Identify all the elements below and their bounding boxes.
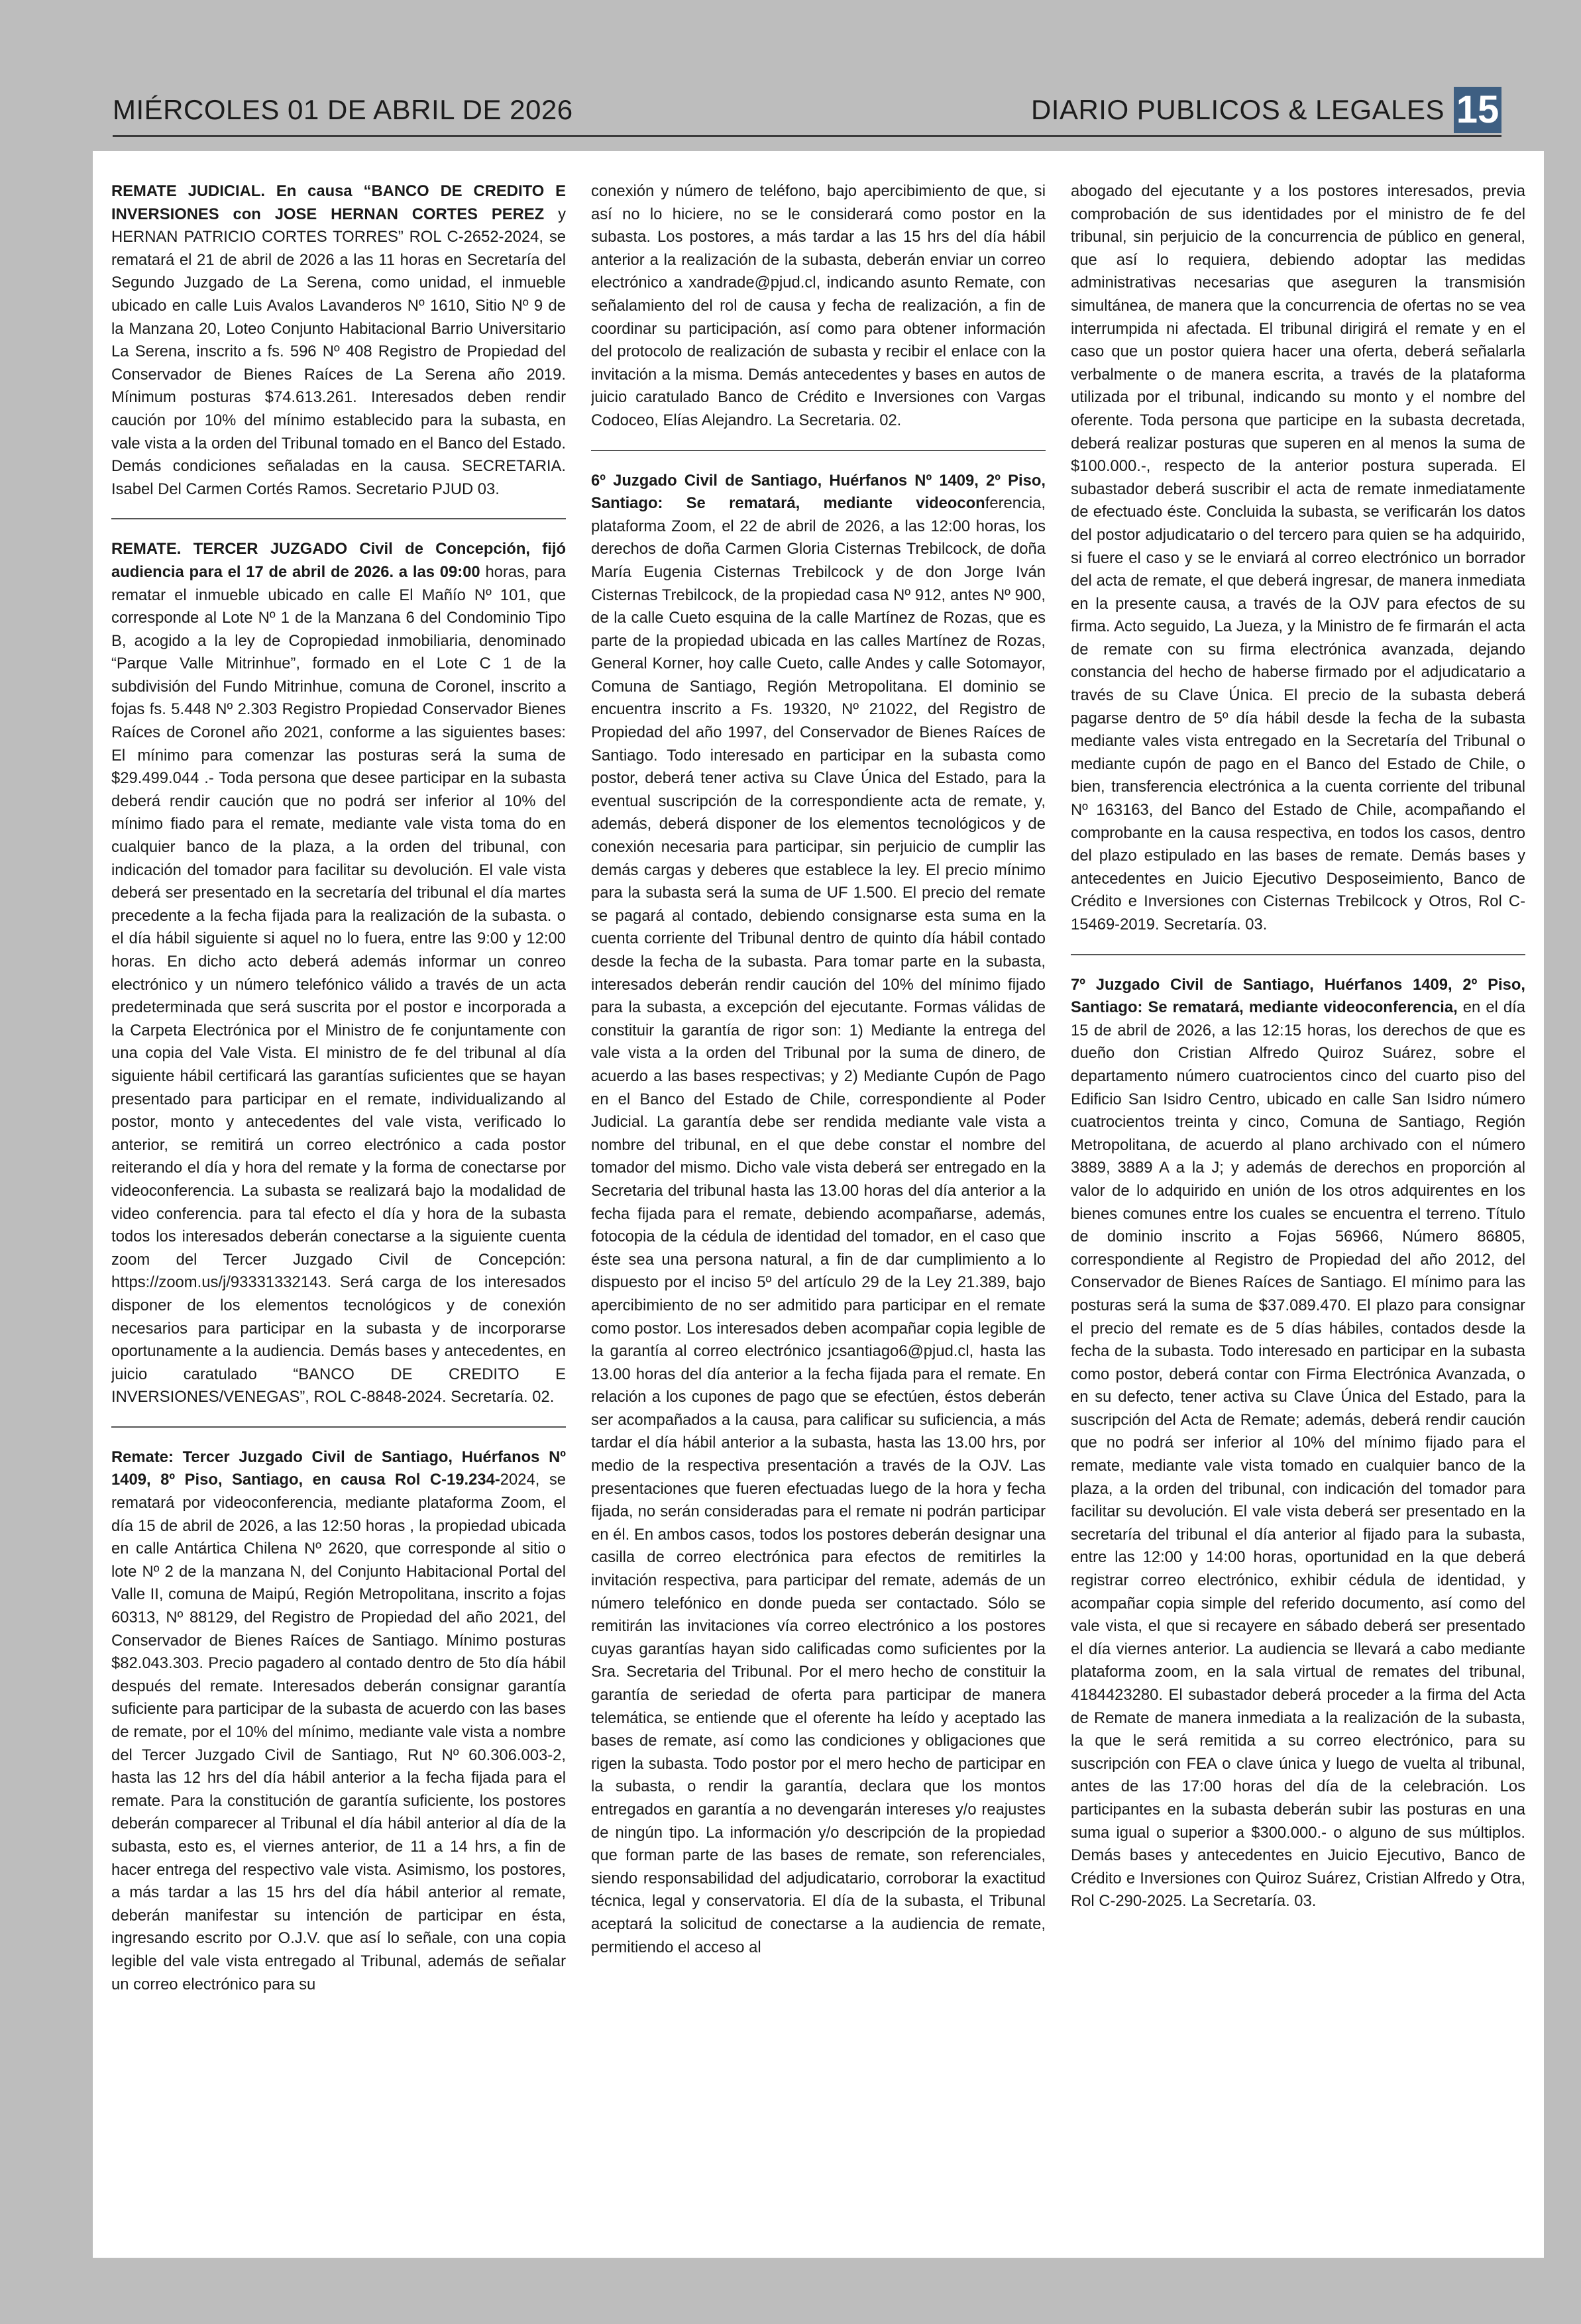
notice-septimo-juzgado-santiago [1071,974,1525,1913]
notice-sexto-juzgado-santiago [591,470,1046,1960]
header-divider [113,135,1501,137]
notice-divider [111,1426,566,1428]
legal-notices-area [93,151,1544,2258]
notice-tercer-juzgado-santiago [111,1446,566,1996]
newspaper-name: DIARIO PUBLICOS & LEGALES [1030,94,1445,125]
notice-body: y HERNAN PATRICIO CORTES TORRES” ROL C-2652-2024, se rematará el 21 de abril de 2026 a las 11 horas en Secretaría del Segundo Juzgado de La Serena, como unidad, el inmueble ubicado en calle Luis Avalos Lavanderos Nº 1610, Sitio Nº 9 de la Manzana 20, Loteo Conjunto Habitacional Barrio Universitario La Serena, inscrito a fs. 596 Nº 408 Registro de Propiedad del Conservador de Bienes Raíces de La Serena año 2019. Mínimum posturas $74.613.261. Interesados deben rendir caución por 10% del mínimo establecido para la subasta, en vale vista a la orden del Tribunal tomado en el Banco del Estado. Demás condiciones señaladas en la causa. SECRETARIA. Isabel Del Carmen Cortés Ramos. Secretario PJUD 03. [111,205,566,498]
notice-body: conexión y número de teléfono, bajo apercibimiento de que, si así no lo hiciere, no se le considerará como postor en la subasta. Los postores, a más tardar a las 15 hrs del día hábil anterior a la realización de la subasta, deberán enviar un correo electrónico a xandrade@pjud.cl, indicando asunto Remate, con señalamiento del rol de causa y fecha de realización, a fin de coordinar su participación, así como para obtener información del protocolo de realización de subasta y recibir el enlace con la invitación a la misma. Demás antecedentes y bases en autos de juicio caratulado Banco de Crédito e Inversiones con Vargas Codoceo, Elías Alejandro. La Secretaria. 02. [591,182,1046,429]
notice-remate-judicial-la-serena [111,180,566,501]
notice-body: en el día 15 de abril de 2026, a las 12:15 horas, los derechos de que es dueño don Cristian Alfredo Quiroz Suárez, sobre el departamento número cuatrocientos cinco del cuarto piso del Edificio San Isidro Centro, ubicado en calle San Isidro número cuatrocientos treinta y cinco, Comuna de Santiago, Región Metropolitana, de acuerdo al plano archivado con el número 3889, 3889 A a la J; y además de derechos en proporción al valor de lo adquirido en unión de los otros adquirentes en los bienes comunes entre los cuales se encuentra el terreno. Título de dominio inscrito a Fojas 56966, Número 86805, correspondiente al Registro de Propiedad del año 2012, del Conservador de Bienes Raíces de Santiago. El mínimo para las posturas será la suma de $37.089.470. El plazo para consignar el precio del remate es de 5 días hábiles, contados desde la fecha de la subasta. Todo interesado en participar en la subasta como postor, deberá contar con Firma Electrónica Avanzada, o en su defecto, tener activa su Clave Única del Estado, para la suscripción del Acta de Remate; además, deberá rendir caución que no podrá ser inferior al 10% del mínimo fijado para el remate, mediante vale vista tomado en cualquier banco de la plaza, a la orden del tribunal, con indicación del tomador para facilitar su devolución. El vale vista deberá ser presentado en la secretaría del tribunal el día anterior al fijado para la subasta, entre las 12:00 y 14:00 horas, oportunidad en la que deberá registrar correo electrónico, exhibir cédula de identidad, y acompañar copia simple del referido documento, así como del vale vista, el que si recayere en sábado deberá ser presentado el día viernes anterior. La audiencia se llevará a cabo mediante plataforma zoom, en la sala virtual de remates del tribunal, 4184423280. El subastador deberá proceder a la firma del Acta de Remate de manera inmediata a la realización de la subasta, la que le será remitida a su correo electrónico, para su suscripción con FEA o clave única y luego de vuelta al tribunal, antes de las 17:00 horas del día de la celebración. Los participantes en la subasta deberán subir las posturas en una suma igual o superior a $300.000.- o alguno de sus múltiplos. Demás bases y antecedentes en Juicio Ejecutivo, Banco de Crédito e Inversiones con Quiroz Suárez, Cristian Alfredo y Otra, Rol C-290-2025. La Secretaría. 03. [1071,998,1525,1911]
notice-tercer-juzgado-santiago-continued [591,180,1046,433]
notice-divider [1071,954,1525,955]
notice-body: 2024, se rematará por videoconferencia, mediante plataforma Zoom, el día 15 de abril de 2026, a las 12:50 horas , la propiedad ubicada en calle Antártica Chilena Nº 2620, que corresponde al sitio o lote Nº 2 de la manzana N, del Conjunto Habitacional Portal del Valle II, comuna de Maipú, Región Metropolitana, inscrito a fojas 60313, Nº 88129, del Registro de Propiedad del año 2021, del Conservador de Bienes Raíces de Santiago. Mínimo posturas $82.043.303. Precio pagadero al contado dentro de 5to día hábil después del remate. Interesados deberán consignar garantía suficiente para participar de la subasta de acuerdo con las bases de remate, por el 10% del mínimo, mediante vale vista a nombre del Tercer Juzgado Civil de Santiago, Rut Nº 60.306.003-2, hasta las 12 hrs del día hábil anterior a la fecha fijada para el remate. Para la constitución de garantía suficiente, los postores deberán comparecer al Tribunal el día hábil anterior al día de la subasta, esto es, el viernes anterior, de 11 a 14 hrs, a fin de hacer entrega del respectivo vale vista. Asimismo, los postores, a más tardar a las 15 hrs del día hábil anterior al remate, deberán manifestar su intención de participar en ésta, ingresando escrito por O.J.V. que así lo señale, con una copia legible del vale vista entregado al Tribunal, además de señalar un correo electrónico para su [111,1471,566,1993]
notice-divider [591,450,1046,451]
notice-lead: Remate: Tercer Juzgado Civil de Santiago, Huérfanos Nº 1409, 8º Piso, Santiago, en causa Rol C-19.234- [111,1448,566,1489]
column-3 [1071,180,1525,2241]
notice-lead: 7º Juzgado Civil de Santiago, Huérfanos 1409, 2º Piso, Santiago: Se rematará, mediante videoconferencia, [1071,975,1525,1017]
notice-body: ferencia, plataforma Zoom, el 22 de abril de 2026, a las 12:00 horas, los derechos de doña Carmen Gloria Cisternas Trebilcock, de doña María Eugenia Cisternas Trebilcock y de don Jorge Iván Cisternas Trebilcock, de la propiedad casa Nº 912, antes Nº 900, de la calle Cueto esquina de la calle Martínez de Rozas, que es parte de la propiedad ubicada en las calles Martínez de Rozas, General Korner, hoy calle Cueto, calle Andes y calle Sotomayor, Comuna de Santiago, Región Metropolitana. El dominio se encuentra inscrito a Fs. 19320, Nº 21022, del Registro de Propiedad del año 1997, del Conservador de Bienes Raíces de Santiago. Todo interesado en participar en la subasta como postor, deberá tener activa su Clave Única del Estado, para la eventual suscripción de la correspondiente acta de remate, y, además, deberá disponer de los elementos tecnológicos y de conexión necesaria para participar, sin perjuicio de cumplir las demás cargas y deberes que establece la ley. El precio mínimo para la subasta será la suma de UF 1.500. El precio del remate se pagará al contado, debiendo consignarse esta suma en la cuenta corriente del Tribunal dentro de quinto día hábil contado desde la fecha de la subasta. Para tomar parte en la subasta, interesados deberán rendir caución del 10% del mínimo fijado para la subasta, a excepción del ejecutante. Formas válidas de constituir la garantía de rigor son: 1) Mediante la entrega del vale vista a la orden del Tribunal por la suma de dinero, de acuerdo a las bases respectivas; y 2) Mediante Cupón de Pago en el Banco del Estado de Chile, correspondiente al Poder Judicial. La garantía debe ser rendida mediante vale vista a nombre del tribunal, en el que debe constar el nombre del tomador del mismo. Dicho vale vista deberá ser entregado en la Secretaria del tribunal hasta las 13.00 horas del día anterior a la fecha fijada para el remate, debiendo acompañarse, además, fotocopia de la cédula de identidad del tomador, en el caso que éste sea una persona natural, a fin de dar cumplimiento a lo dispuesto por el inciso 5º del artículo 29 de la Ley 21.389, bajo apercibimiento de no ser admitido para participar en el remate como postor. Los interesados deben acompañar copia legible de la garantía al correo electrónico jcsantiago6@pjud.cl, hasta las 13.00 horas del día anterior a la fecha fijada para el remate. En relación a los cupones de pago que se efectúen, éstos deberán ser acompañados a la causa, para calificar su suficiencia, a más tardar el día hábil anterior a la subasta, hasta las 13.00 hrs, por medio de la respectiva presentación a través de la OJV. Las presentaciones que fueren efectuadas luego de la hora y fecha fijada, no serán consideradas para el remate ni podrán participar en él. En ambos casos, todos los postores deberán designar una casilla de correo electrónica para efectos de remitirles la invitación respectiva, para participar del remate, además de un número telefónico en donde pueda ser contactado. Sólo se remitirán las invitaciones vía correo electrónico a los postores cuyas garantías hayan sido calificadas como suficientes por la Sra. Secretaria del Tribunal. Por el mero hecho de constituir la garantía de seriedad de oferta para participar de manera telemática, se entiende que el oferente ha leído y aceptado las bases de remate, así como las condiciones y obligaciones que rigen la subasta. Todo postor por el mero hecho de participar en la subasta, o rendir la garantía, declara que los montos entregados en garantía a no devengarán intereses y/o reajustes de ningún tipo. La información y/o descripción de la propiedad que forman parte de las bases de remate, son referenciales, siendo responsabilidad del adjudicatario, corroborar la exactitud técnica, legal y conservatoria. El día de la subasta, el Tribunal aceptará la solicitud de conectarse a la audiencia de remate, permitiendo el acceso al [591,494,1046,1956]
column-2 [591,180,1046,2241]
issue-date: MIÉRCOLES 01 DE ABRIL DE 2026 [113,94,573,125]
notice-tercer-juzgado-concepcion [111,538,566,1409]
notice-divider [111,518,566,519]
notice-lead: 6º Juzgado Civil de Santiago, Huérfanos Nº 1409, 2º Piso, Santiago: Se rematará, mediante videocon [591,471,1046,513]
page-header [113,86,1501,134]
notice-lead: REMATE. TERCER JUZGADO Civil de Concepción, fijó audiencia para el 17 de abril de 2026. a las 09:00 [111,540,566,581]
notice-lead: REMATE JUDICIAL. En causa “BANCO DE CREDITO E INVERSIONES con JOSE HERNAN CORTES PEREZ [111,182,566,223]
column-1 [111,180,566,2241]
notice-body: abogado del ejecutante y a los postores interesados, previa comprobación de sus identidades por el ministro de fe del tribunal, sin perjuicio de la concurrencia de público en general, que así lo requiera, debiendo adoptar las medidas administrativas necesarias que aseguren la transmisión simultánea, de manera que la concurrencia de ofertas no se vea interrumpida ni afectada. El tribunal dirigirá el remate y en el caso que un postor quiera hacer una oferta, deberá señalarla verbalmente o de manera escrita, a través de la plataforma utilizada por el tribunal, indicando su monto y el nombre del oferente. Toda persona que participe en la subasta decretada, deberá realizar posturas que superen en al menos la suma de $100.000.-, respecto de la anterior postura superada. El subastador deberá suscribir el acta de remate inmediatamente de efectuado éste. Concluida la subasta, se verificarán los datos del postor adjudicatario o del tercero para quien se ha adquirido, si fuere el caso y se le enviará al correo electrónico un borrador del acta de remate, el que deberá ingresar, de manera inmediata en la presente causa, a través de la OJV para efectos de su firma. Acto seguido, La Jueza, y la Ministro de fe firmarán el acta de remate con su firma electrónica avanzada, dejando constancia del hecho de haberse firmado por el adjudicatario a través de su Clave Única. El precio de la subasta deberá pagarse dentro de 5º día hábil desde la fecha de la subasta mediante vales vista entregado en la Secretaría del Tribunal o mediante cupón de pago en el Banco del Estado de Chile, o bien, transferencia electrónica a la cuenta corriente del tribunal Nº 163163, del Banco del Estado de Chile, acompañando el comprobante en la causa respectiva, en todos los casos, dentro del plazo estipulado en las bases de remate. Demás bases y antecedentes en Juicio Ejecutivo Desposeimiento, Banco de Crédito e Inversiones con Cisternas Trebilcock y Otros, Rol C-15469-2019. Secretaría. 03. [1071,182,1525,933]
header-masthead [1031,87,1501,133]
notice-body: horas, para rematar el inmueble ubicado en calle El Mañío Nº 101, que corresponde al Lote Nº 1 de la Manzana 6 del Condominio Tipo B, acogido a la ley de Copropiedad inmobiliaria, denominado “Parque Valle Mitrinhue”, formado en el Lote C 1 de la subdivisión del Fundo Mitrinhue, comuna de Coronel, inscrito a fojas fs. 5.448 Nº 2.303 Registro Propiedad Conservador Bienes Raíces de Coronel año 2021, conforme a las siguientes bases: El mínimo para comenzar las posturas será la suma de $29.499.044 .- Toda persona que desee participar en la subasta deberá rendir caución que no podrá ser inferior al 10% del mínimo fiado para el remate, mediante vale vista toma do en cualquier banco de la plaza, a la orden del tribunal, con indicación del tomador para facilitar su devolución. El vale vista deberá ser presentado en la secretaría del tribunal el día martes precedente a la fecha fijada para la realización de la subasta. o el día hábil siguiente si aquel no lo fuera, entre las 9:00 y 12:00 horas. En dicho acto deberá además informar un conreo electrónico y un número telefónico válido a través de un acta predeterminada que será suscrita por el postor e incorporada a la Carpeta Electrónica por el Ministro de fe conjuntamente con una copia del Vale Vista. El ministro de fe del tribunal al día siguiente hábil certificará las garantías suficientes que se hayan presentado para participar en el remate, individualizando al postor, monto y antecedentes del vale vista, verificado lo anterior, se remitirá un correo electrónico a cada postor reiterando el día y hora del remate y la forma de conectarse por videoconferencia. La subasta se realizará bajo la modalidad de video conferencia. para tal efecto el día y hora de la subasta todos los interesados deberán conectarse a la siguiente cuenta zoom del Tercer Juzgado Civil de Concepción: https://zoom.us/j/93331332143. Será carga de los interesados disponer de los elementos tecnológicos y de conexión necesarios para participar en la subasta y de incorporarse oportunamente a la audiencia. Demás bases y antecedentes, en juicio caratulado “BANCO DE CREDITO E INVERSIONES/VENEGAS”, ROL C-8848-2024. Secretaría. 02. [111,562,566,1406]
page-number-badge: 15 [1454,87,1501,133]
notice-sexto-juzgado-santiago-continued [1071,180,1525,937]
